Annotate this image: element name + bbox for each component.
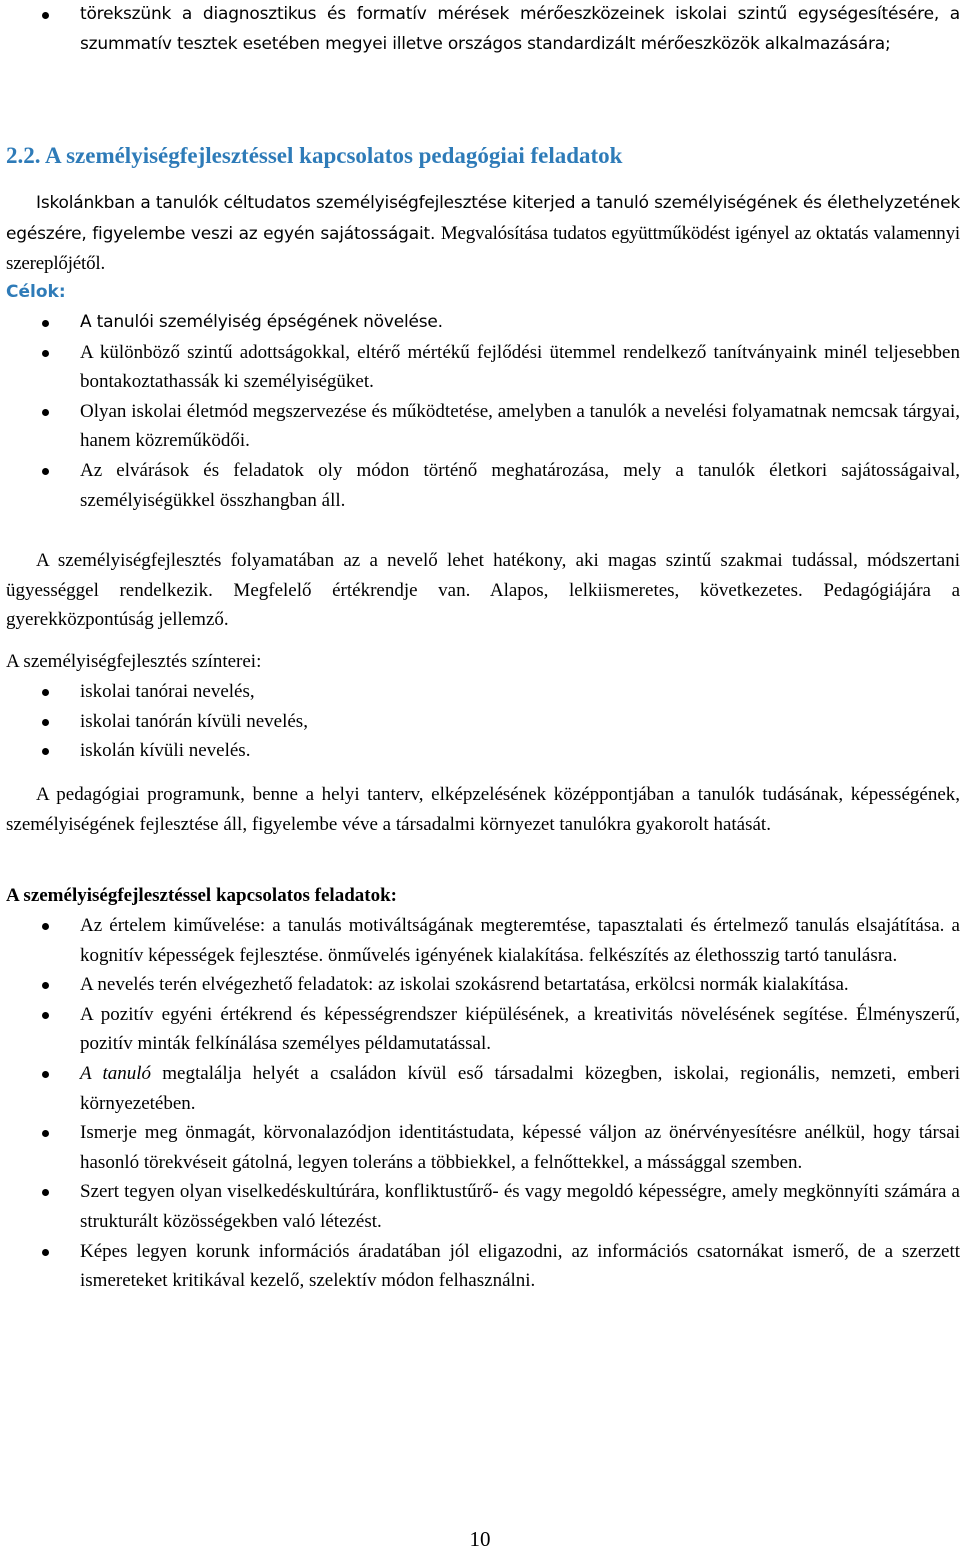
list-item: törekszünk a diagnosztikus és formatív mérések mérőeszközeinek iskolai szintű egységesítésére, a szummatív tesztek esetében megyei illetve országos standardizált mérőeszközök alkalmazására; (6, 0, 960, 59)
list-item: Az elvárások és feladatok oly módon történő meghatározása, mely a tanulók életkori sajátosságaival, személyiségükkel összhangban áll. (6, 456, 960, 515)
bullet-icon (42, 468, 49, 475)
bullet-icon (42, 719, 49, 726)
list-item: A tanuló megtalálja helyét a családon kívül eső társadalmi közegben, iskolai, regionális, nemzeti, emberi környezetében. (6, 1059, 960, 1118)
list-item: Képes legyen korunk információs áradatában jól eligazodni, az információs csatornákat ismerő, de a szerzett ismereteket kritikával kezelő, szelektív módon felhasználni. (6, 1237, 960, 1296)
bullet-icon (42, 409, 49, 416)
list-item: A pozitív egyéni értékrend és képességrendszer kiépülésének, a kreativitás növelésének segítése. Élményszerű, pozitív minták felkínálása személyes példamutatással. (6, 1000, 960, 1059)
intro-text-b: Megvalósítása tudatos együttműködést igényel az oktatás valamennyi szereplőjétől. (6, 222, 960, 275)
bullet-icon (42, 320, 49, 327)
bullet-icon (42, 689, 49, 696)
bullet-icon (42, 350, 49, 357)
teacher-paragraph: A személyiségfejlesztés folyamatában az a nevelő lehet hatékony, aki magas szintű szakmai tudással, módszertani ügyességgel rendelkezik. Megfelelő értékrendje van. Alapos, lelkiismeretes, következetes. Pedagógiájára a gyerekközpontúság jellemző. (6, 550, 960, 631)
tasks-list (6, 911, 960, 1296)
page-number: 10 (469, 1527, 491, 1551)
intro-paragraph (6, 189, 960, 280)
bullet-icon (42, 1071, 49, 1078)
list-item: iskolai tanórai nevelés, (6, 677, 960, 707)
bullet-icon (42, 12, 49, 19)
bullet-icon (42, 1249, 49, 1256)
goals-label: Célok: (6, 282, 66, 302)
scenes-list (6, 677, 960, 766)
intro-text-a: Iskolánkban a tanulók céltudatos személyiségfejlesztése kiterjed a tanuló személyiségének és élethelyzetének egészére, figyelembe veszi az egyén sajátosságait. (6, 193, 960, 244)
bullet-icon (42, 982, 49, 989)
list-item: Szert tegyen olyan viselkedéskultúrára, konfliktustűrő- és vagy megoldó képességre, amely megkönnyíti számára a strukturált közösségekben való létezést. (6, 1177, 960, 1236)
list-item: iskolán kívüli nevelés. (6, 736, 960, 766)
section-heading: 2.2. A személyiségfejlesztéssel kapcsolatos pedagógiai feladatok (6, 143, 623, 168)
list-item: iskolai tanórán kívüli nevelés, (6, 707, 960, 737)
scenes-label: A személyiségfejlesztés színterei: (6, 651, 262, 672)
goals-list (6, 308, 960, 515)
list-item: Az értelem kiművelése: a tanulás motiváltságának megteremtése, tapasztalati és értelmező tanulás elsajátítása. a kognitív képességek fejlesztése. önművelés igényének kialakítása. felkészítés az élethosszig tartó tanulásra. (6, 911, 960, 970)
list-item: A nevelés terén elvégezhető feladatok: az iskolai szokásrend betartatása, erkölcsi normák kialakítása. (6, 970, 960, 1000)
program-paragraph: A pedagógiai programunk, benne a helyi tanterv, elképzelésének középpontjában a tanulók tudásának, képességének, személyiségének fejlesztése áll, figyelembe véve a társadalmi környezet tanulókra gyakorolt hatását. (6, 784, 960, 835)
list-item: A különböző szintű adottságokkal, eltérő mértékű fejlődési ütemmel rendelkező tanítványaink minél teljesebben bontakoztathassák ki személyiségüket. (6, 338, 960, 397)
top-bullet-list (6, 0, 960, 59)
bullet-icon (42, 1130, 49, 1137)
bullet-icon (42, 1189, 49, 1196)
bullet-icon (42, 748, 49, 755)
bullet-icon (42, 1012, 49, 1019)
italic-subject: A tanuló (80, 1062, 152, 1084)
tasks-label: A személyiségfejlesztéssel kapcsolatos feladatok: (6, 885, 398, 906)
list-item: A tanulói személyiség épségének növelése. (6, 308, 960, 338)
list-item: Olyan iskolai életmód megszervezése és működtetése, amelyben a tanulók a nevelési folyamatnak nemcsak tárgyai, hanem közreműködői. (6, 397, 960, 456)
bullet-icon (42, 923, 49, 930)
list-item: Ismerje meg önmagát, körvonalazódjon identitástudata, képessé váljon az önérvényesítésre anélkül, hogy társai hasonló törekvéseit gátolná, legyen toleráns a többiekkel, a felnőttekkel, a mássággal szemben. (6, 1118, 960, 1177)
